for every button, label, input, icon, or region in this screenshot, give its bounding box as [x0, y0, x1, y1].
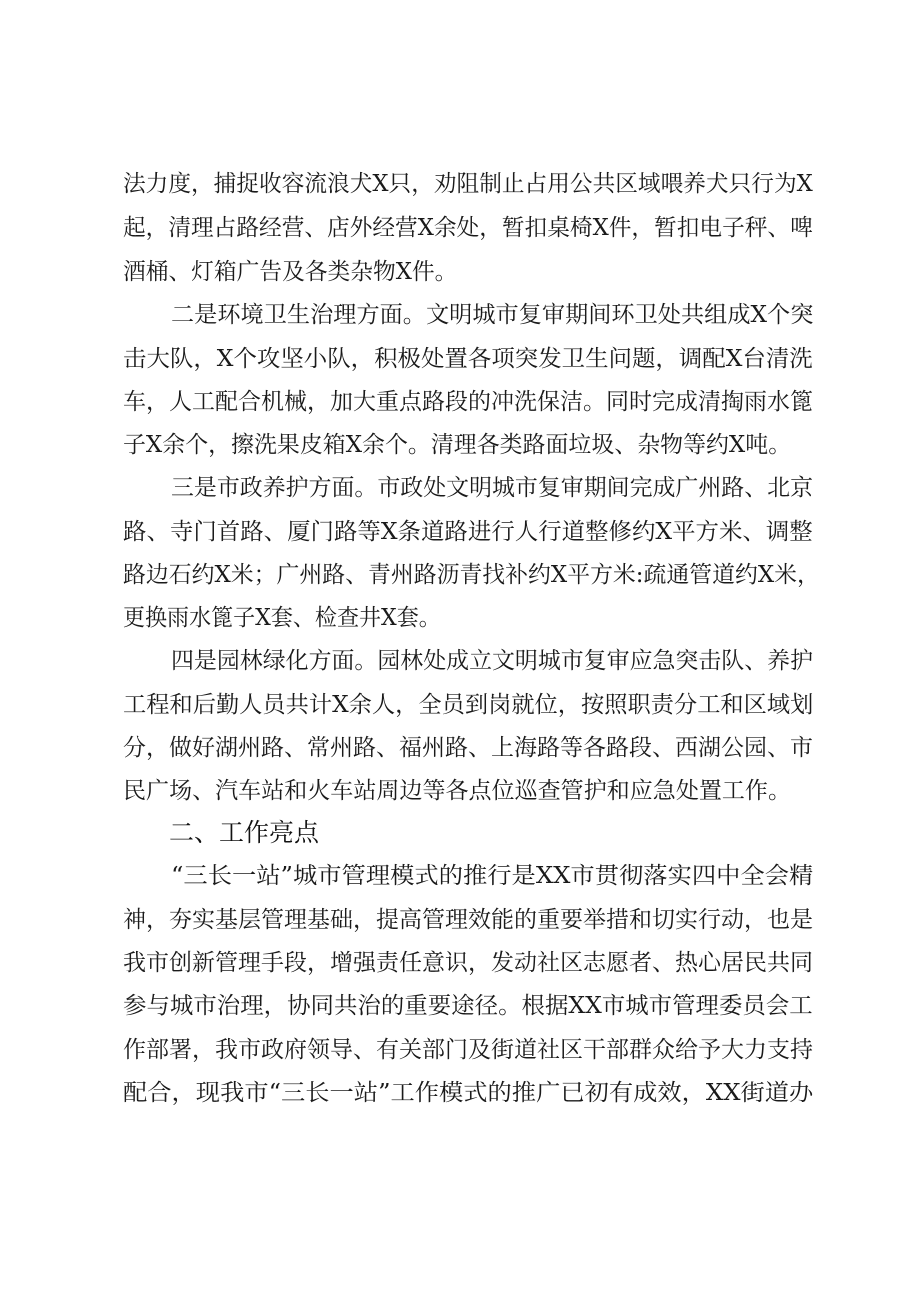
- body-text-line: 子X余个，擦洗果皮箱X余个。清理各类路面垃圾、杂物等约X吨。: [123, 432, 792, 458]
- body-text-line: 配合，现我市“三长一站”工作模式的推广已初有成效，XX街道办: [123, 1080, 814, 1106]
- paragraph-start-line: 二是环境卫生治理方面。文明城市复审期间环卫处共组成X个突: [171, 302, 814, 328]
- body-text-line: 路、寺门首路、厦门路等X条道路进行人行道整修约X平方米、调整: [123, 519, 813, 545]
- body-text-line: 车，人工配合机械，加大重点路段的冲洗保洁。同时完成清掏雨水篦: [123, 389, 813, 415]
- body-text-line: 工程和后勤人员共计X余人，全员到岗就位，按照职责分工和区域划: [123, 692, 814, 718]
- body-text-line: 我市创新管理手段，增强责任意识，发动社区志愿者、热心居民共同: [123, 950, 813, 976]
- body-text-line: 作部署，我市政府领导、有关部门及街道社区干部群众给予大力支持: [123, 1037, 813, 1063]
- body-text-line: 更换雨水篦子X套、检查井X套。: [123, 605, 441, 631]
- body-text-line: 民广场、汽车站和火车站周边等各点位巡查管护和应急处置工作。: [123, 778, 791, 804]
- body-text-line: 神，夯实基层管理基础，提高管理效能的重要举措和切实行动，也是: [123, 907, 813, 933]
- body-text-line: 分，做好湖州路、常州路、福州路、上海路等各路段、西湖公园、市: [123, 735, 813, 761]
- body-text-line: 酒桶、灯箱广告及各类杂物X件。: [123, 259, 458, 285]
- paragraph-start-line: “三长一站”城市管理模式的推行是XX市贯彻落实四中全会精: [171, 863, 814, 889]
- body-text-line: 击大队，X个攻坚小队，积极处置各项突发卫生问题，调配X台清洗: [123, 346, 813, 372]
- body-text-line: 路边石约X米；广州路、青州路沥青找补约X平方米:疏通管道约X米，: [123, 562, 820, 588]
- body-text-line: 法力度，捕捉收容流浪犬X只，劝阻制止占用公共区域喂养犬只行为X: [123, 171, 813, 197]
- paragraph-start-line: 四是园林绿化方面。园林处成立文明城市复审应急突击队、养护: [171, 648, 813, 674]
- paragraph-start-line: 三是市政养护方面。市政处文明城市复审期间完成广州路、北京: [171, 475, 813, 501]
- body-text-line: 参与城市治理，协同共治的重要途径。根据XX市城市管理委员会工: [123, 993, 813, 1019]
- body-text-line: 起，清理占路经营、店外经营X余处，暂扣桌椅X件，暂扣电子秤、啤: [123, 215, 813, 241]
- section-heading: 二、工作亮点: [169, 818, 320, 847]
